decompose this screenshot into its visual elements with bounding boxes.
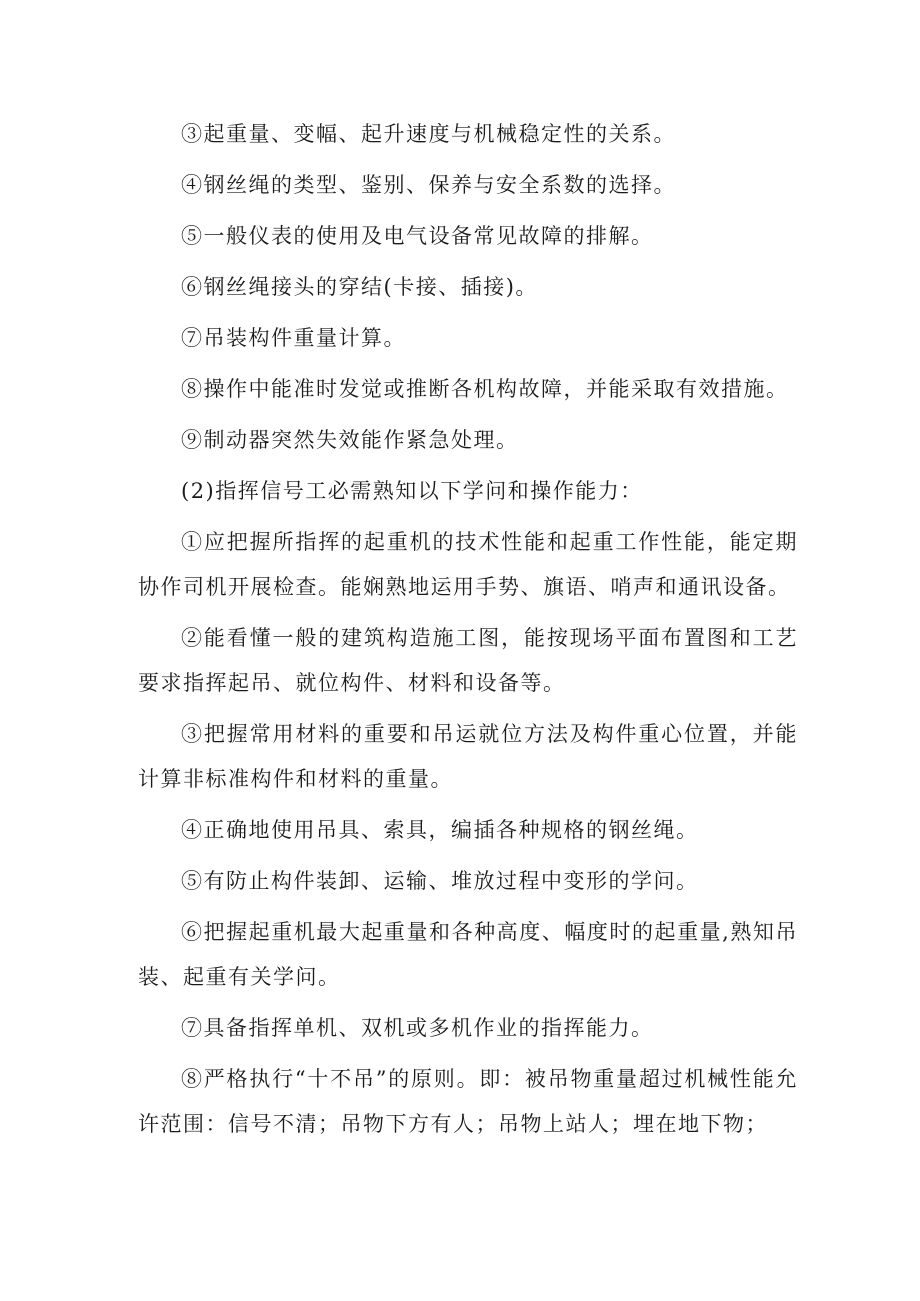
paragraph-2: ④钢丝绳的类型、鉴别、保养与安全系数的选择。	[181, 173, 676, 197]
paragraph-5: ⑦吊装构件重量计算。	[181, 326, 406, 350]
paragraph-4: ⑥钢丝绳接头的穿结(卡接、插接)。	[181, 275, 538, 299]
paragraph-1: ③起重量、变幅、起升速度与机械稳定性的关系。	[181, 122, 676, 146]
paragraph-11: ③把握常用材料的重要和吊运就位方法及构件重心位置，并能计算非标准构件和材料的重量。	[138, 722, 798, 791]
paragraph-16: ⑧严格执行“十不吊”的原则。即：被吊物重量超过机械性能允许范围：信号不清；吊物下方有人；吊物上站人；埋在地下物；	[138, 1067, 798, 1136]
paragraph-12: ④正确地使用吊具、索具，编插各种规格的钢丝绳。	[181, 818, 699, 842]
paragraph-13: ⑤有防止构件装卸、运输、堆放过程中变形的学问。	[181, 869, 699, 893]
document-body	[138, 112, 798, 1153]
paragraph-15: ⑦具备指挥单机、双机或多机作业的指挥能力。	[181, 1016, 654, 1040]
paragraph-7: ⑨制动器突然失效能作紧急处理。	[181, 428, 519, 452]
paragraph-10: ②能看懂一般的建筑构造施工图，能按现场平面布置图和工艺要求指挥起吊、就位构件、材料和设备等。	[138, 626, 798, 695]
paragraph-6: ⑧操作中能准时发觉或推断各机构故障，并能采取有效措施。	[181, 377, 789, 401]
paragraph-9: ①应把握所指挥的起重机的技术性能和起重工作性能，能定期协作司机开展检查。能娴熟地运用手势、旗语、哨声和通讯设备。	[138, 530, 798, 599]
paragraph-8-section-heading: (2)指挥信号工必需熟知以下学问和操作能力：	[181, 479, 643, 503]
paragraph-14: ⑥把握起重机最大起重量和各种高度、幅度时的起重量,熟知吊装、起重有关学问。	[138, 920, 798, 989]
paragraph-3: ⑤一般仪表的使用及电气设备常见故障的排解。	[181, 224, 654, 248]
